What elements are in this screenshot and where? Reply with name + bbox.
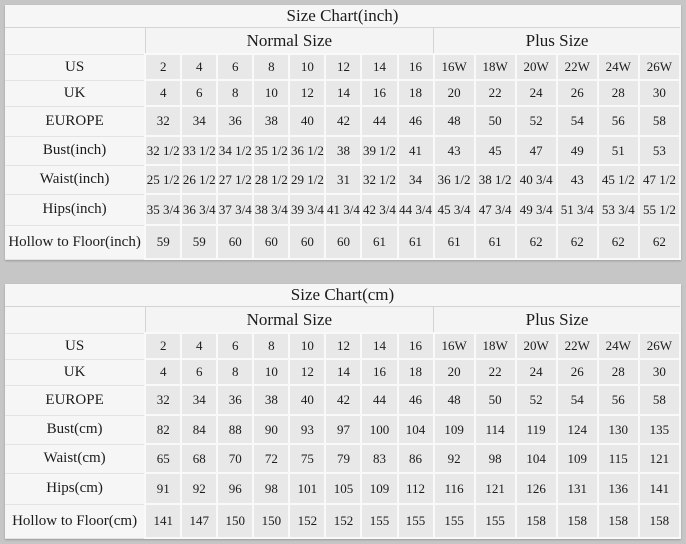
- size-value-cell: 48: [434, 106, 475, 136]
- size-value-cell: 62: [639, 225, 680, 259]
- group-header: Plus Size: [434, 307, 680, 334]
- table-title: Size Chart(cm): [5, 284, 680, 307]
- size-value-cell: 62: [516, 225, 557, 259]
- size-value-cell: 93: [289, 415, 325, 444]
- size-chart-cm: [5, 284, 681, 539]
- size-value-cell: 42 3/4: [361, 194, 397, 225]
- size-value-cell: 18: [398, 359, 434, 385]
- row-label: Hips(inch): [5, 194, 145, 225]
- size-value-cell: 55 1/2: [639, 194, 680, 225]
- size-value-cell: 18: [398, 80, 434, 106]
- size-value-cell: 12: [325, 54, 361, 80]
- size-value-cell: 44: [361, 106, 397, 136]
- size-value-cell: 49 3/4: [516, 194, 557, 225]
- size-value-cell: 12: [325, 333, 361, 359]
- size-value-cell: 16: [398, 54, 434, 80]
- size-value-cell: 42: [325, 385, 361, 415]
- size-value-cell: 6: [217, 333, 253, 359]
- size-value-cell: 36 1/2: [434, 165, 475, 194]
- size-value-cell: 131: [557, 473, 598, 504]
- row-label: Waist(cm): [5, 444, 145, 473]
- size-value-cell: 36: [217, 106, 253, 136]
- size-value-cell: 50: [475, 106, 516, 136]
- size-value-cell: 14: [361, 333, 397, 359]
- size-chart-inch: [5, 5, 681, 260]
- size-value-cell: 47: [516, 136, 557, 165]
- size-value-cell: 147: [181, 504, 217, 538]
- size-value-cell: 24W: [598, 333, 639, 359]
- size-value-cell: 84: [181, 415, 217, 444]
- size-value-cell: 14: [325, 80, 361, 106]
- size-value-cell: 158: [557, 504, 598, 538]
- size-value-cell: 43: [557, 165, 598, 194]
- size-value-cell: 2: [145, 333, 181, 359]
- row-label: US: [5, 54, 145, 80]
- size-value-cell: 56: [598, 106, 639, 136]
- size-value-cell: 56: [598, 385, 639, 415]
- size-value-cell: 92: [181, 473, 217, 504]
- size-value-cell: 51 3/4: [557, 194, 598, 225]
- size-value-cell: 32 1/2: [145, 136, 181, 165]
- group-header: Normal Size: [145, 307, 433, 334]
- size-value-cell: 35 3/4: [145, 194, 181, 225]
- size-value-cell: 61: [398, 225, 434, 259]
- size-value-cell: 34 1/2: [217, 136, 253, 165]
- size-value-cell: 126: [516, 473, 557, 504]
- size-value-cell: 158: [598, 504, 639, 538]
- size-value-cell: 38: [325, 136, 361, 165]
- size-value-cell: 32: [145, 385, 181, 415]
- size-value-cell: 28: [598, 80, 639, 106]
- size-value-cell: 98: [475, 444, 516, 473]
- size-value-cell: 53: [639, 136, 680, 165]
- size-value-cell: 31: [325, 165, 361, 194]
- size-value-cell: 28: [598, 359, 639, 385]
- size-value-cell: 68: [181, 444, 217, 473]
- size-value-cell: 53 3/4: [598, 194, 639, 225]
- size-value-cell: 24: [516, 359, 557, 385]
- size-value-cell: 152: [325, 504, 361, 538]
- size-value-cell: 24W: [598, 54, 639, 80]
- size-value-cell: 60: [253, 225, 289, 259]
- size-value-cell: 22: [475, 359, 516, 385]
- size-value-cell: 83: [361, 444, 397, 473]
- size-value-cell: 14: [361, 54, 397, 80]
- size-value-cell: 45: [475, 136, 516, 165]
- size-value-cell: 6: [217, 54, 253, 80]
- size-value-cell: 114: [475, 415, 516, 444]
- size-value-cell: 61: [361, 225, 397, 259]
- row-label: Waist(inch): [5, 165, 145, 194]
- size-value-cell: 16W: [434, 54, 475, 80]
- size-value-cell: 141: [639, 473, 680, 504]
- size-value-cell: 52: [516, 385, 557, 415]
- size-value-cell: 90: [253, 415, 289, 444]
- size-value-cell: 26: [557, 80, 598, 106]
- size-value-cell: 60: [325, 225, 361, 259]
- size-value-cell: 26: [557, 359, 598, 385]
- size-value-cell: 34: [181, 106, 217, 136]
- size-value-cell: 27 1/2: [217, 165, 253, 194]
- size-value-cell: 124: [557, 415, 598, 444]
- size-value-cell: 97: [325, 415, 361, 444]
- size-value-cell: 40 3/4: [516, 165, 557, 194]
- size-value-cell: 32 1/2: [361, 165, 397, 194]
- size-value-cell: 70: [217, 444, 253, 473]
- size-value-cell: 20: [434, 359, 475, 385]
- size-value-cell: 92: [434, 444, 475, 473]
- size-value-cell: 16: [361, 80, 397, 106]
- row-label: EUROPE: [5, 385, 145, 415]
- size-value-cell: 2: [145, 54, 181, 80]
- size-value-cell: 59: [145, 225, 181, 259]
- group-header: Normal Size: [145, 28, 433, 55]
- size-value-cell: 36 3/4: [181, 194, 217, 225]
- size-value-cell: 135: [639, 415, 680, 444]
- size-value-cell: 61: [475, 225, 516, 259]
- size-value-cell: 8: [253, 333, 289, 359]
- size-value-cell: 29 1/2: [289, 165, 325, 194]
- size-table: [5, 5, 681, 260]
- size-value-cell: 10: [253, 80, 289, 106]
- size-value-cell: 65: [145, 444, 181, 473]
- size-value-cell: 49: [557, 136, 598, 165]
- size-value-cell: 30: [639, 359, 680, 385]
- size-value-cell: 33 1/2: [181, 136, 217, 165]
- size-value-cell: 36 1/2: [289, 136, 325, 165]
- size-value-cell: 6: [181, 80, 217, 106]
- size-value-cell: 35 1/2: [253, 136, 289, 165]
- size-value-cell: 16W: [434, 333, 475, 359]
- size-value-cell: 4: [145, 80, 181, 106]
- size-value-cell: 62: [557, 225, 598, 259]
- size-value-cell: 155: [475, 504, 516, 538]
- size-value-cell: 96: [217, 473, 253, 504]
- size-value-cell: 39 3/4: [289, 194, 325, 225]
- size-value-cell: 91: [145, 473, 181, 504]
- size-value-cell: 58: [639, 385, 680, 415]
- size-value-cell: 22: [475, 80, 516, 106]
- size-value-cell: 4: [145, 359, 181, 385]
- size-value-cell: 46: [398, 106, 434, 136]
- row-label: UK: [5, 359, 145, 385]
- size-value-cell: 20W: [516, 54, 557, 80]
- size-value-cell: 34: [181, 385, 217, 415]
- size-value-cell: 26W: [639, 54, 680, 80]
- size-value-cell: 22W: [557, 333, 598, 359]
- size-value-cell: 62: [598, 225, 639, 259]
- size-value-cell: 75: [289, 444, 325, 473]
- size-value-cell: 40: [289, 385, 325, 415]
- size-value-cell: 105: [325, 473, 361, 504]
- size-value-cell: 59: [181, 225, 217, 259]
- size-value-cell: 109: [434, 415, 475, 444]
- size-value-cell: 61: [434, 225, 475, 259]
- size-value-cell: 158: [516, 504, 557, 538]
- size-value-cell: 41: [398, 136, 434, 165]
- size-value-cell: 48: [434, 385, 475, 415]
- size-value-cell: 30: [639, 80, 680, 106]
- size-value-cell: 101: [289, 473, 325, 504]
- size-value-cell: 20W: [516, 333, 557, 359]
- size-value-cell: 32: [145, 106, 181, 136]
- size-value-cell: 8: [217, 80, 253, 106]
- size-value-cell: 60: [289, 225, 325, 259]
- size-value-cell: 26 1/2: [181, 165, 217, 194]
- size-value-cell: 60: [217, 225, 253, 259]
- row-label: Hollow to Floor(inch): [5, 225, 145, 259]
- size-value-cell: 24: [516, 80, 557, 106]
- group-header: Plus Size: [434, 28, 680, 55]
- size-value-cell: 104: [398, 415, 434, 444]
- size-value-cell: 38: [253, 385, 289, 415]
- size-value-cell: 121: [475, 473, 516, 504]
- size-value-cell: 155: [361, 504, 397, 538]
- size-value-cell: 20: [434, 80, 475, 106]
- size-value-cell: 8: [253, 54, 289, 80]
- size-value-cell: 52: [516, 106, 557, 136]
- size-value-cell: 38 1/2: [475, 165, 516, 194]
- size-value-cell: 14: [325, 359, 361, 385]
- row-label: Bust(cm): [5, 415, 145, 444]
- size-value-cell: 150: [253, 504, 289, 538]
- size-value-cell: 116: [434, 473, 475, 504]
- size-value-cell: 45 1/2: [598, 165, 639, 194]
- size-value-cell: 121: [639, 444, 680, 473]
- size-value-cell: 155: [434, 504, 475, 538]
- size-value-cell: 51: [598, 136, 639, 165]
- size-value-cell: 25 1/2: [145, 165, 181, 194]
- size-value-cell: 26W: [639, 333, 680, 359]
- size-value-cell: 18W: [475, 54, 516, 80]
- size-value-cell: 86: [398, 444, 434, 473]
- size-value-cell: 58: [639, 106, 680, 136]
- size-value-cell: 119: [516, 415, 557, 444]
- size-value-cell: 28 1/2: [253, 165, 289, 194]
- size-value-cell: 136: [598, 473, 639, 504]
- size-value-cell: 50: [475, 385, 516, 415]
- size-value-cell: 47 1/2: [639, 165, 680, 194]
- size-value-cell: 112: [398, 473, 434, 504]
- size-value-cell: 155: [398, 504, 434, 538]
- size-value-cell: 12: [289, 80, 325, 106]
- size-value-cell: 47 3/4: [475, 194, 516, 225]
- size-value-cell: 54: [557, 106, 598, 136]
- size-value-cell: 42: [325, 106, 361, 136]
- size-value-cell: 36: [217, 385, 253, 415]
- size-value-cell: 46: [398, 385, 434, 415]
- size-value-cell: 104: [516, 444, 557, 473]
- size-value-cell: 109: [361, 473, 397, 504]
- size-value-cell: 98: [253, 473, 289, 504]
- size-value-cell: 44: [361, 385, 397, 415]
- row-label: Hollow to Floor(cm): [5, 504, 145, 538]
- row-label: Bust(inch): [5, 136, 145, 165]
- size-value-cell: 44 3/4: [398, 194, 434, 225]
- size-value-cell: 8: [217, 359, 253, 385]
- size-value-cell: 10: [289, 333, 325, 359]
- corner-cell: [5, 28, 145, 55]
- size-value-cell: 18W: [475, 333, 516, 359]
- size-value-cell: 54: [557, 385, 598, 415]
- size-value-cell: 43: [434, 136, 475, 165]
- size-value-cell: 22W: [557, 54, 598, 80]
- size-value-cell: 10: [253, 359, 289, 385]
- size-value-cell: 38 3/4: [253, 194, 289, 225]
- size-value-cell: 152: [289, 504, 325, 538]
- row-label: UK: [5, 80, 145, 106]
- size-value-cell: 39 1/2: [361, 136, 397, 165]
- size-value-cell: 150: [217, 504, 253, 538]
- size-value-cell: 100: [361, 415, 397, 444]
- table-title: Size Chart(inch): [5, 5, 680, 28]
- size-value-cell: 12: [289, 359, 325, 385]
- size-value-cell: 130: [598, 415, 639, 444]
- size-value-cell: 16: [361, 359, 397, 385]
- size-value-cell: 4: [181, 54, 217, 80]
- size-value-cell: 115: [598, 444, 639, 473]
- size-value-cell: 82: [145, 415, 181, 444]
- size-value-cell: 45 3/4: [434, 194, 475, 225]
- size-value-cell: 16: [398, 333, 434, 359]
- size-value-cell: 10: [289, 54, 325, 80]
- size-value-cell: 79: [325, 444, 361, 473]
- size-value-cell: 40: [289, 106, 325, 136]
- row-label: Hips(cm): [5, 473, 145, 504]
- size-value-cell: 37 3/4: [217, 194, 253, 225]
- size-table: [5, 284, 681, 539]
- size-value-cell: 141: [145, 504, 181, 538]
- row-label: US: [5, 333, 145, 359]
- size-value-cell: 41 3/4: [325, 194, 361, 225]
- row-label: EUROPE: [5, 106, 145, 136]
- size-value-cell: 109: [557, 444, 598, 473]
- corner-cell: [5, 307, 145, 334]
- size-value-cell: 4: [181, 333, 217, 359]
- size-value-cell: 88: [217, 415, 253, 444]
- size-value-cell: 34: [398, 165, 434, 194]
- size-value-cell: 72: [253, 444, 289, 473]
- size-value-cell: 158: [639, 504, 680, 538]
- size-value-cell: 38: [253, 106, 289, 136]
- size-value-cell: 6: [181, 359, 217, 385]
